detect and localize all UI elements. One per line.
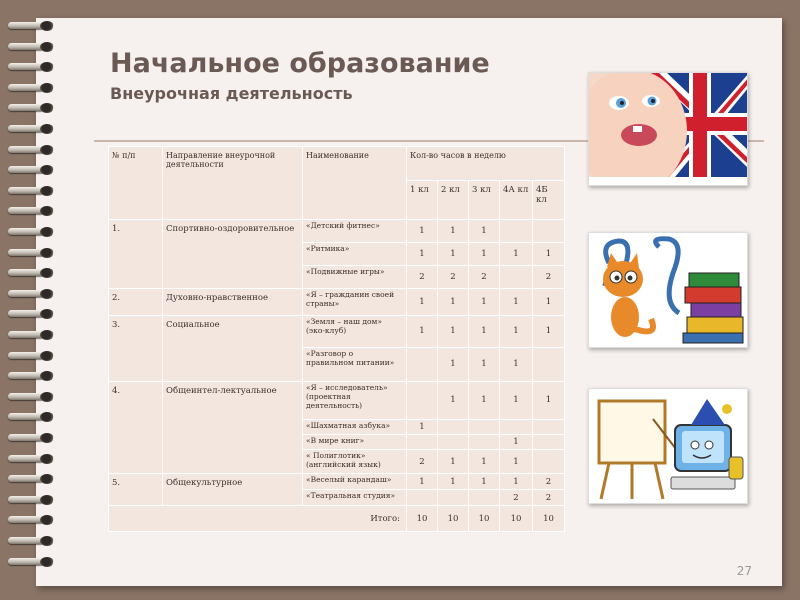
spiral-ring bbox=[8, 352, 56, 361]
activity-direction: Общеинтел-лектуальное bbox=[163, 382, 303, 474]
total-cell: 10 bbox=[407, 506, 438, 532]
grade-header: 2 кл bbox=[438, 181, 469, 220]
grade-header: 4А кл bbox=[500, 181, 533, 220]
activity-name: «Разговор о правильном питании» bbox=[303, 348, 407, 382]
hours-cell: 2 bbox=[533, 490, 565, 506]
hours-cell: 1 bbox=[469, 316, 500, 348]
hours-cell bbox=[533, 220, 565, 243]
hours-cell: 1 bbox=[438, 382, 469, 420]
spiral-ring bbox=[8, 125, 56, 134]
hours-cell bbox=[438, 490, 469, 506]
hours-cell: 1 bbox=[500, 382, 533, 420]
hours-cell bbox=[469, 435, 500, 450]
hours-cell: 1 bbox=[438, 289, 469, 316]
row-number: 4. bbox=[109, 382, 163, 474]
computer-at-easel-illustration bbox=[588, 388, 748, 504]
spiral-ring bbox=[8, 434, 56, 443]
spiral-ring bbox=[8, 166, 56, 175]
hours-cell bbox=[500, 420, 533, 435]
total-cell: 10 bbox=[533, 506, 565, 532]
spiral-ring bbox=[8, 269, 56, 278]
hours-cell: 1 bbox=[469, 474, 500, 490]
header-name: Наименование bbox=[303, 147, 407, 220]
hours-cell: 1 bbox=[500, 474, 533, 490]
spiral-ring bbox=[8, 393, 56, 402]
activity-name: «Детский фитнес» bbox=[303, 220, 407, 243]
hours-cell: 1 bbox=[438, 474, 469, 490]
header-direction: Направление внеурочной деятельности bbox=[163, 147, 303, 220]
hours-cell bbox=[500, 266, 533, 289]
hours-cell bbox=[500, 220, 533, 243]
hours-cell: 1 bbox=[438, 220, 469, 243]
table-row bbox=[109, 474, 565, 490]
hours-cell: 1 bbox=[500, 348, 533, 382]
hours-cell bbox=[407, 490, 438, 506]
hours-cell: 1 bbox=[533, 316, 565, 348]
page-subtitle: Внеурочная деятельность bbox=[110, 84, 353, 103]
spiral-ring bbox=[8, 22, 56, 31]
totals-row bbox=[109, 506, 565, 532]
hours-cell: 1 bbox=[533, 289, 565, 316]
baby-with-uk-flag-photo bbox=[588, 72, 748, 186]
spiral-ring bbox=[8, 104, 56, 113]
hours-cell: 1 bbox=[469, 348, 500, 382]
hours-cell: 1 bbox=[407, 474, 438, 490]
row-number: 3. bbox=[109, 316, 163, 382]
spiral-ring bbox=[8, 310, 56, 319]
activity-name: «Веселый карандаш» bbox=[303, 474, 407, 490]
activity-name: «Я – исследователь» (проектная деятельность) bbox=[303, 382, 407, 420]
total-cell: 10 bbox=[438, 506, 469, 532]
activity-name: «Я – гражданин своей страны» bbox=[303, 289, 407, 316]
hours-cell: 1 bbox=[438, 243, 469, 266]
spiral-ring bbox=[8, 413, 56, 422]
activity-direction: Спортивно-оздоровительное bbox=[163, 220, 303, 289]
spiral-binding bbox=[8, 22, 58, 582]
hours-cell: 1 bbox=[407, 220, 438, 243]
table-row bbox=[109, 316, 565, 348]
activity-name: «Шахматная азбука» bbox=[303, 420, 407, 435]
spiral-ring bbox=[8, 228, 56, 237]
activity-direction: Общекультурное bbox=[163, 474, 303, 506]
hours-cell: 1 bbox=[500, 243, 533, 266]
spiral-ring bbox=[8, 249, 56, 258]
hours-cell: 1 bbox=[500, 435, 533, 450]
activity-name: «Театральная студия» bbox=[303, 490, 407, 506]
row-number: 5. bbox=[109, 474, 163, 506]
hours-cell: 1 bbox=[533, 382, 565, 420]
spiral-ring bbox=[8, 537, 56, 546]
header-hours: Кол-во часов в неделю bbox=[407, 147, 565, 181]
table-row bbox=[109, 220, 565, 243]
hours-cell: 1 bbox=[438, 348, 469, 382]
grade-header: 4Б кл bbox=[533, 181, 565, 220]
grade-header: 1 кл bbox=[407, 181, 438, 220]
hours-cell: 1 bbox=[469, 243, 500, 266]
hours-cell bbox=[533, 348, 565, 382]
hours-cell bbox=[438, 420, 469, 435]
spiral-ring bbox=[8, 496, 56, 505]
activity-name: «Подвижные игры» bbox=[303, 266, 407, 289]
activity-name: «В мире книг» bbox=[303, 435, 407, 450]
activity-name: «Земля – наш дом» (эко-клуб) bbox=[303, 316, 407, 348]
hours-cell: 1 bbox=[438, 450, 469, 474]
row-number: 1. bbox=[109, 220, 163, 289]
hours-cell bbox=[533, 450, 565, 474]
spiral-ring bbox=[8, 475, 56, 484]
page-title: Начальное образование bbox=[110, 48, 490, 79]
spiral-ring bbox=[8, 516, 56, 525]
hours-cell: 2 bbox=[533, 266, 565, 289]
hours-cell bbox=[469, 490, 500, 506]
table-row bbox=[109, 289, 565, 316]
hours-cell: 1 bbox=[469, 450, 500, 474]
spiral-ring bbox=[8, 63, 56, 72]
cat-with-books-illustration bbox=[588, 232, 748, 348]
hours-cell: 2 bbox=[407, 266, 438, 289]
hours-cell: 2 bbox=[407, 450, 438, 474]
spiral-ring bbox=[8, 290, 56, 299]
spiral-ring bbox=[8, 558, 56, 567]
hours-cell: 1 bbox=[438, 316, 469, 348]
activities-table bbox=[108, 146, 565, 532]
hours-cell bbox=[407, 382, 438, 420]
hours-cell bbox=[533, 435, 565, 450]
hours-cell: 2 bbox=[500, 490, 533, 506]
hours-cell: 2 bbox=[469, 266, 500, 289]
total-cell: 10 bbox=[500, 506, 533, 532]
table-header-row bbox=[109, 147, 565, 181]
hours-cell: 1 bbox=[407, 243, 438, 266]
spiral-ring bbox=[8, 331, 56, 340]
grade-header: 3 кл bbox=[469, 181, 500, 220]
hours-cell: 1 bbox=[533, 243, 565, 266]
header-num: № п/п bbox=[109, 147, 163, 220]
table-row bbox=[109, 382, 565, 420]
hours-cell bbox=[533, 420, 565, 435]
activity-name: « Полиглотик» (английский язык) bbox=[303, 450, 407, 474]
spiral-ring bbox=[8, 372, 56, 381]
spiral-ring bbox=[8, 43, 56, 52]
activity-direction: Социальное bbox=[163, 316, 303, 382]
spiral-ring bbox=[8, 146, 56, 155]
totals-label: Итого: bbox=[109, 506, 407, 532]
hours-cell bbox=[407, 435, 438, 450]
hours-cell: 1 bbox=[500, 450, 533, 474]
hours-cell: 1 bbox=[469, 289, 500, 316]
hours-cell: 1 bbox=[407, 420, 438, 435]
activity-direction: Духовно-нравственное bbox=[163, 289, 303, 316]
hours-cell: 2 bbox=[533, 474, 565, 490]
hours-cell bbox=[407, 348, 438, 382]
spiral-ring bbox=[8, 455, 56, 464]
hours-cell: 1 bbox=[407, 289, 438, 316]
activity-name: «Ритмика» bbox=[303, 243, 407, 266]
total-cell: 10 bbox=[469, 506, 500, 532]
hours-cell: 1 bbox=[500, 289, 533, 316]
hours-cell: 1 bbox=[407, 316, 438, 348]
spiral-ring bbox=[8, 84, 56, 93]
spiral-ring bbox=[8, 207, 56, 216]
hours-cell bbox=[469, 420, 500, 435]
hours-cell: 2 bbox=[438, 266, 469, 289]
hours-cell bbox=[438, 435, 469, 450]
spiral-ring bbox=[8, 187, 56, 196]
hours-cell: 1 bbox=[500, 316, 533, 348]
hours-cell: 1 bbox=[469, 220, 500, 243]
page-number: 27 bbox=[736, 564, 752, 578]
row-number: 2. bbox=[109, 289, 163, 316]
hours-cell: 1 bbox=[469, 382, 500, 420]
